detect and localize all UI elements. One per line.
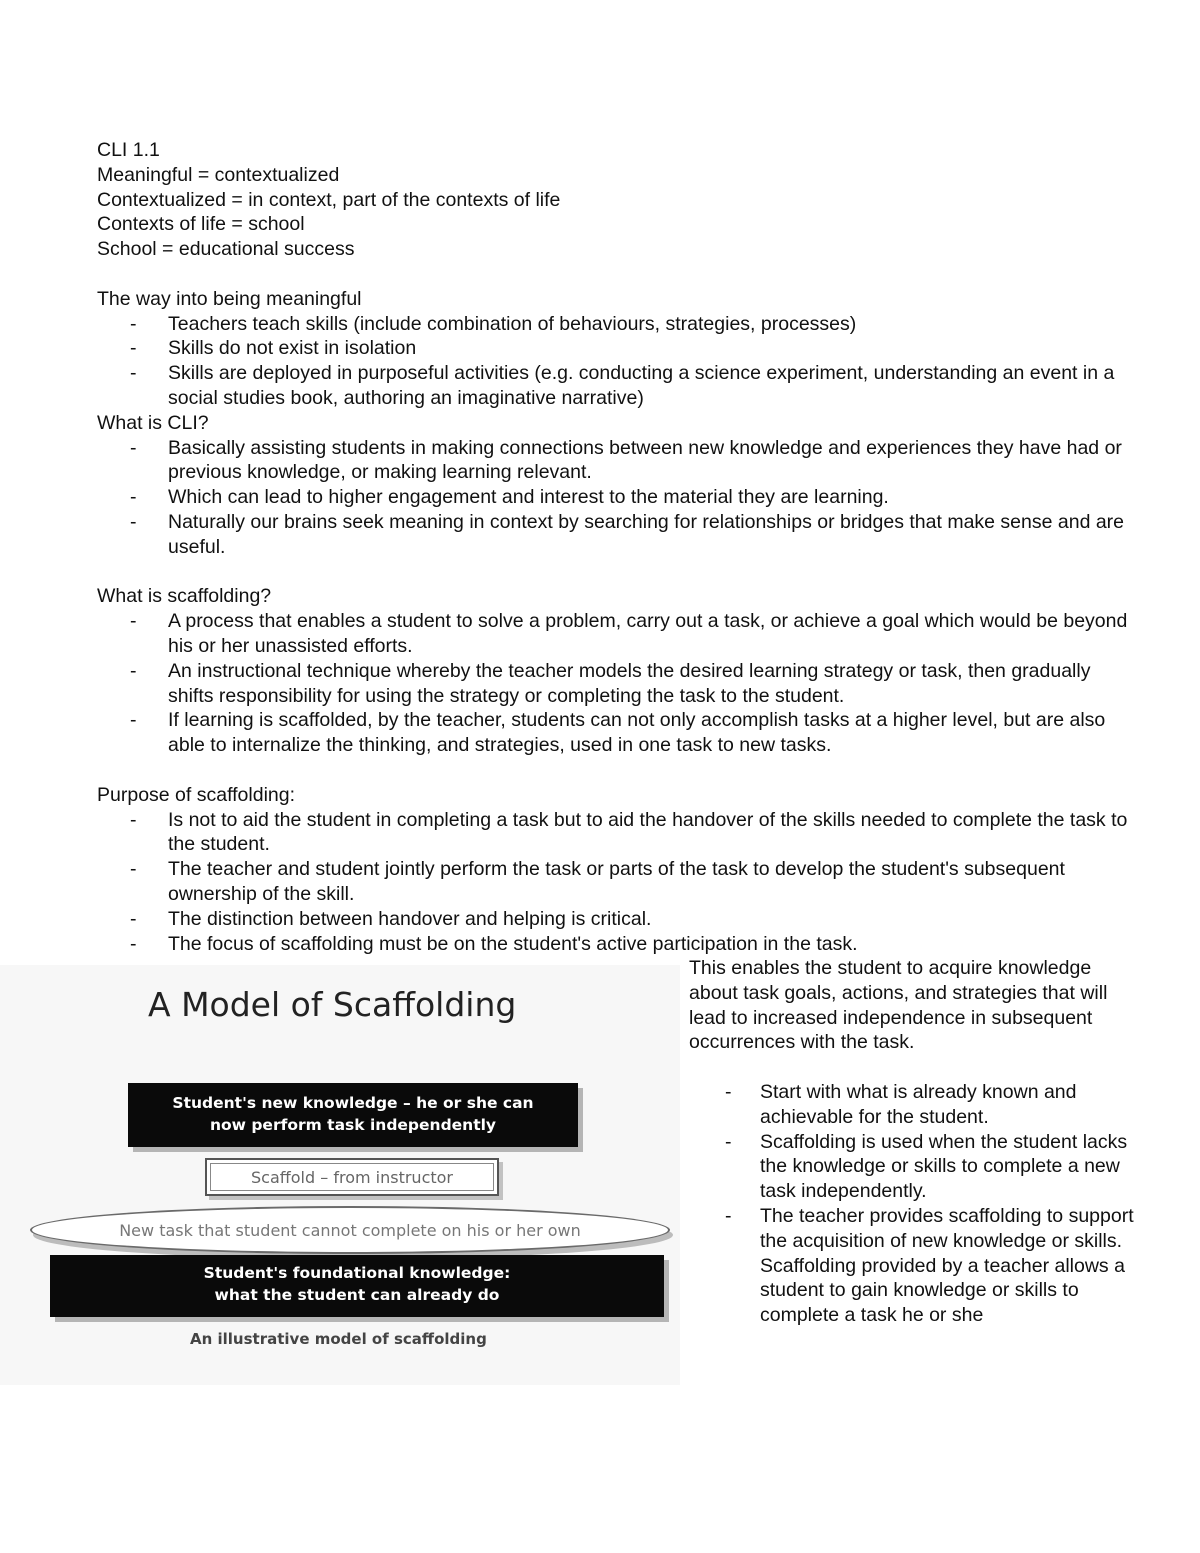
section-heading: The way into being meaningful (97, 287, 362, 310)
foundational-knowledge-box (50, 1255, 664, 1317)
list-item: - Which can lead to higher engagement and interest to the material they are learning. (97, 485, 1137, 510)
blank-line (97, 262, 1137, 287)
scaffolding-list (97, 609, 1137, 758)
list-item: - Is not to aid the student in completing a task but to aid the handover of the skills needed to complete the task to the student. (97, 808, 1137, 858)
list-item: - A process that enables a student to solve a problem, carry out a task, or achieve a goal which would be beyond his or her unassisted efforts. (97, 609, 1137, 659)
blank-line (97, 560, 1137, 585)
list-item: - Skills do not exist in isolation (97, 336, 1137, 361)
list-item: - An instructional technique whereby the teacher models the desired learning strategy or task, then gradually shifts responsibility for using the strategy or completing the task to the student. (97, 659, 1137, 709)
list-item: - Scaffolding is used when the student lacks the knowledge or skills to complete a new task independently. (689, 1130, 1139, 1204)
main-text-column (97, 138, 1137, 956)
list-item: - The teacher provides scaffolding to support the acquisition of new knowledge or skills. Scaffolding provided by a teacher allows a student to gain knowledge or skills to complete a task he or she (689, 1204, 1139, 1328)
right-list (689, 1080, 1139, 1328)
list-item: - The teacher and student jointly perform the task or parts of the task to develop the student's subsequent ownership of the skill. (97, 857, 1137, 907)
right-text-column (689, 956, 1139, 1328)
section-heading: What is scaffolding? (97, 585, 272, 608)
list-item: - Start with what is already known and achievable for the student. (689, 1080, 1139, 1130)
scaffold-box (205, 1158, 499, 1196)
scaffolding-model-figure (0, 965, 680, 1385)
list-item: - If learning is scaffolded, by the teacher, students can not only accomplish tasks at a higher level, but are also able to internalize the thinking, and strategies, used in one task to new tasks. (97, 708, 1137, 758)
new-knowledge-line: Student's new knowledge – he or she can (172, 1094, 534, 1112)
figure-caption: An illustrative model of scaffolding (190, 1330, 487, 1348)
section-heading: Purpose of scaffolding: (97, 783, 296, 806)
intro-line: CLI 1.1 (97, 139, 160, 161)
intro-line: Contexts of life = school (97, 213, 305, 236)
right-paragraph: This enables the student to acquire knowledge about task goals, actions, and strategies that will lead to increased independence in subsequent occurrences with the task. (689, 957, 1108, 1054)
intro-line: Meaningful = contextualized (97, 163, 340, 186)
meaningful-list (97, 312, 1137, 411)
new-task-ellipse (30, 1206, 670, 1254)
figure-title: A Model of Scaffolding (148, 985, 517, 1024)
cli-list (97, 436, 1137, 560)
list-item: - Naturally our brains seek meaning in context by searching for relationships or bridges that make sense and are useful. (97, 510, 1137, 560)
list-item: - Teachers teach skills (include combination of behaviours, strategies, processes) (97, 312, 1137, 337)
new-task-label: New task that student cannot complete on his or her own (119, 1220, 581, 1240)
list-item: - Basically assisting students in making connections between new knowledge and experiences they have had or previous knowledge, or making learning relevant. (97, 436, 1137, 486)
scaffold-label: Scaffold – from instructor (250, 1167, 453, 1187)
new-knowledge-box (128, 1083, 578, 1147)
foundational-knowledge-line: Student's foundational knowledge: (203, 1264, 511, 1282)
purpose-list (97, 808, 1137, 957)
intro-line: Contextualized = in context, part of the contexts of life (97, 188, 561, 211)
list-item: - The focus of scaffolding must be on the student's active participation in the task. (97, 932, 1137, 957)
section-heading: What is CLI? (97, 411, 209, 434)
foundational-knowledge-line: what the student can already do (214, 1286, 500, 1304)
list-item: - The distinction between handover and helping is critical. (97, 907, 1137, 932)
new-knowledge-line: now perform task independently (209, 1116, 497, 1134)
scaffold-box-inner-border (210, 1163, 494, 1191)
list-item: - Skills are deployed in purposeful activities (e.g. conducting a science experiment, understanding an event in a social studies book, authoring an imaginative narrative) (97, 361, 1137, 411)
blank-line (97, 758, 1137, 783)
intro-line: School = educational success (97, 238, 355, 261)
